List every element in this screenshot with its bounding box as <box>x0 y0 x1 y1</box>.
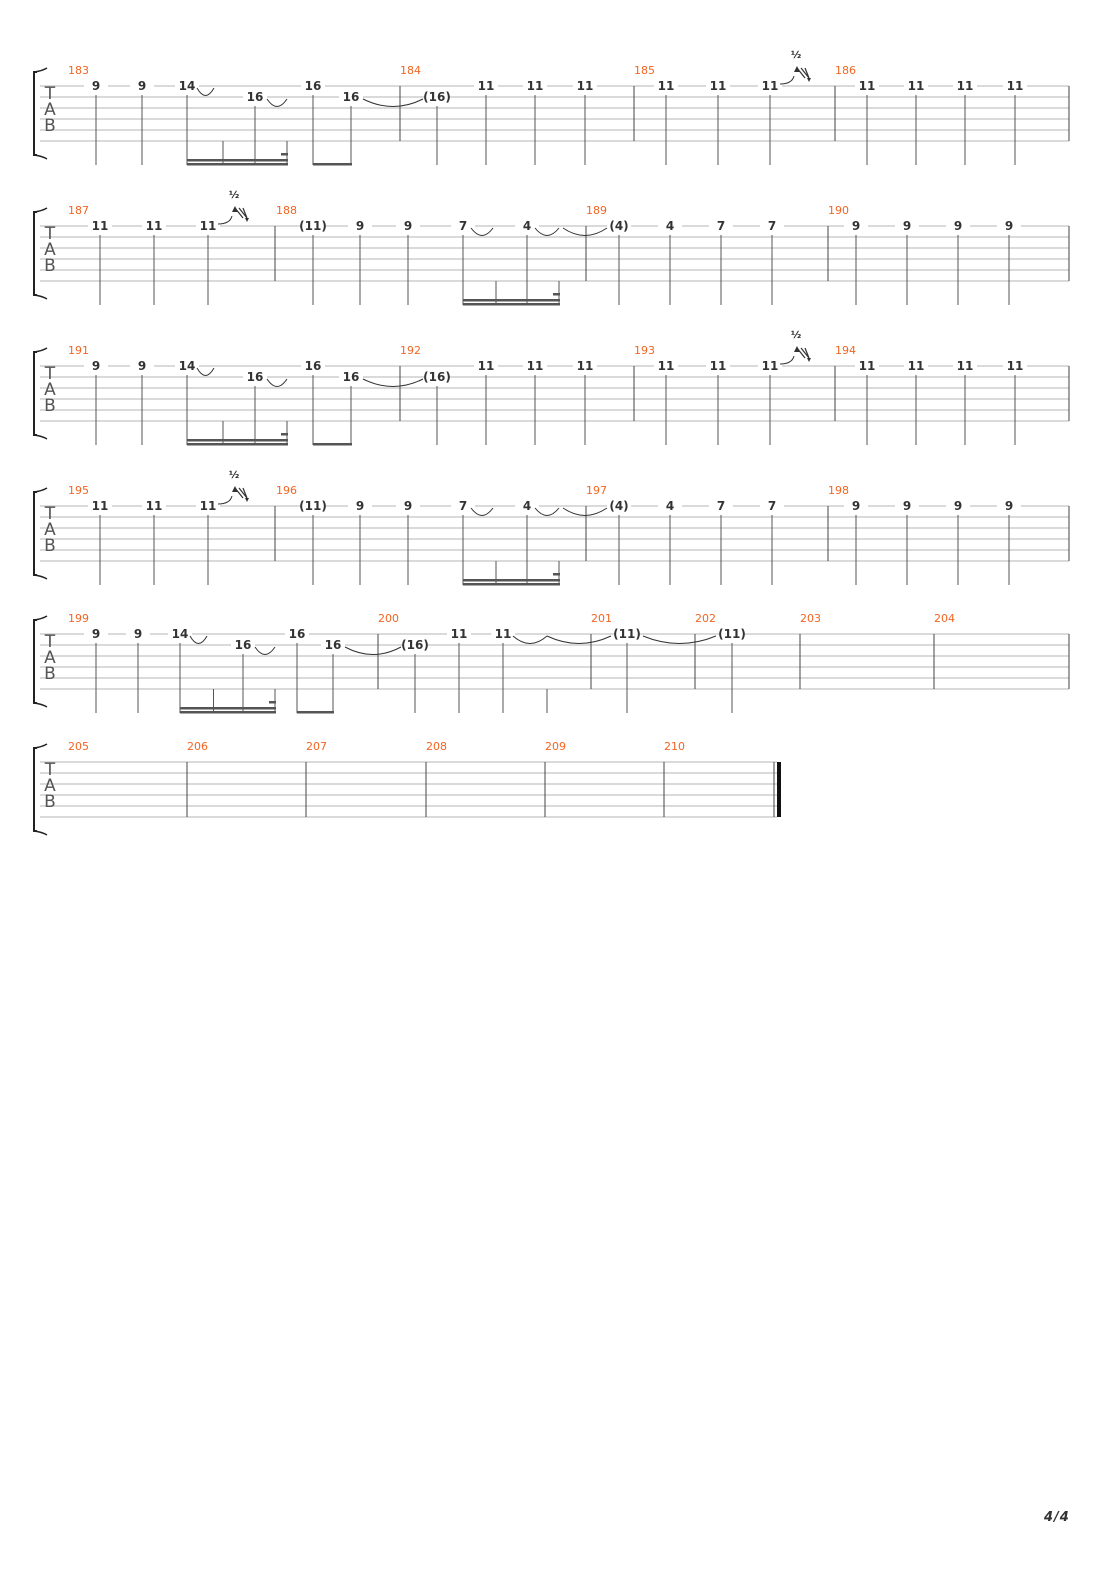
fret-number: 11 <box>657 79 675 93</box>
fret-number: 11 <box>858 359 876 373</box>
fret-number: 11 <box>956 79 974 93</box>
note-beam <box>187 443 288 446</box>
tie-arc <box>197 88 214 96</box>
tab-clef-letter: B <box>44 792 56 812</box>
fret-number: 9 <box>91 359 101 373</box>
fret-number: 16 <box>304 359 322 373</box>
measure-number: 200 <box>378 612 399 625</box>
fret-number: 11 <box>907 359 925 373</box>
fret-number: 9 <box>953 499 963 513</box>
fret-number: 9 <box>902 219 912 233</box>
measure-number: 206 <box>187 740 208 753</box>
fret-number: 11 <box>761 359 779 373</box>
system-bracket <box>34 212 37 295</box>
bend-curve <box>218 216 232 224</box>
bracket-hook <box>34 575 47 579</box>
measure-number: 196 <box>276 484 297 497</box>
system-bracket <box>34 72 37 155</box>
note-beam <box>463 579 560 582</box>
fret-number: 11 <box>477 79 495 93</box>
measure-number: 183 <box>68 64 89 77</box>
note-beam <box>187 159 288 162</box>
tab-clef-letter: T <box>44 84 56 104</box>
tab-system <box>34 470 1069 586</box>
bracket-hook <box>34 348 47 352</box>
tab-system <box>34 330 1069 446</box>
bend-release-icon <box>797 68 809 78</box>
measure-number: 202 <box>695 612 716 625</box>
tie-arc <box>345 647 401 655</box>
measure-number: 204 <box>934 612 955 625</box>
measure-number: 190 <box>828 204 849 217</box>
bracket-hook <box>34 295 47 299</box>
fret-number: 11 <box>709 359 727 373</box>
tie-arc <box>363 99 423 107</box>
bracket-hook <box>34 68 47 72</box>
measure-number: 195 <box>68 484 89 497</box>
tie-arc <box>255 647 275 655</box>
note-beam <box>463 303 560 306</box>
fret-number: 16 <box>234 638 252 652</box>
measure-number: 188 <box>276 204 297 217</box>
fret-number: 7 <box>716 499 726 513</box>
tab-clef-letter: T <box>44 504 56 524</box>
measure-number: 197 <box>586 484 607 497</box>
fret-number: (16) <box>423 370 451 384</box>
fret-number: 4 <box>522 499 532 513</box>
fret-number: 4 <box>522 219 532 233</box>
tie-arc <box>267 99 287 107</box>
tab-system <box>34 740 779 835</box>
fret-number: 11 <box>761 79 779 93</box>
tab-clef-letter: A <box>44 240 56 260</box>
measure-number: 207 <box>306 740 327 753</box>
bracket-hook <box>34 435 47 439</box>
system-bracket <box>34 352 37 435</box>
page-number: 4/4 <box>1044 1510 1070 1525</box>
fret-number: (11) <box>299 499 327 513</box>
tab-clef-letter: A <box>44 380 56 400</box>
measure-number: 187 <box>68 204 89 217</box>
release-arrow-icon <box>245 498 249 502</box>
bracket-hook <box>34 703 47 707</box>
bend-curve <box>218 496 232 504</box>
measure-number: 203 <box>800 612 821 625</box>
tie-arc <box>563 228 607 236</box>
fret-number: 11 <box>91 499 109 513</box>
measure-number: 185 <box>634 64 655 77</box>
fret-number: 7 <box>767 499 777 513</box>
fret-number: (16) <box>423 90 451 104</box>
fret-number: 9 <box>403 499 413 513</box>
fret-number: 9 <box>91 627 101 641</box>
fret-number: 9 <box>953 219 963 233</box>
fret-number: (11) <box>718 627 746 641</box>
bend-curve <box>780 76 794 84</box>
fret-number: 16 <box>304 79 322 93</box>
fret-number: 7 <box>458 219 468 233</box>
fret-number: 11 <box>477 359 495 373</box>
note-beam <box>313 163 352 166</box>
tab-clef-letter: B <box>44 664 56 684</box>
note-beam <box>463 583 560 586</box>
fret-number: 11 <box>145 219 163 233</box>
tie-arc <box>363 379 423 387</box>
measure-number: 205 <box>68 740 89 753</box>
fret-number: 14 <box>171 627 189 641</box>
bend-amount: ½ <box>790 50 802 61</box>
bracket-hook <box>34 155 47 159</box>
fret-number: 9 <box>403 219 413 233</box>
fret-number: 16 <box>324 638 342 652</box>
bend-release-icon <box>235 208 247 218</box>
tie-arc <box>563 508 607 516</box>
bracket-hook <box>34 831 47 835</box>
measure-number: 186 <box>835 64 856 77</box>
bend-amount: ½ <box>228 190 240 201</box>
fret-number: (4) <box>609 219 629 233</box>
fret-number: 9 <box>1004 499 1014 513</box>
bracket-hook <box>34 616 47 620</box>
tab-clef-letter: A <box>44 520 56 540</box>
fret-number: 9 <box>355 499 365 513</box>
tie-arc <box>197 368 214 376</box>
note-beam <box>180 707 276 710</box>
fret-number: 4 <box>665 499 675 513</box>
tie-arc <box>267 379 287 387</box>
bend-amount: ½ <box>790 330 802 341</box>
tie-arc <box>513 636 547 644</box>
fret-number: 11 <box>657 359 675 373</box>
tie-arc <box>190 636 207 644</box>
fret-number: 11 <box>1006 79 1024 93</box>
fret-number: 11 <box>1006 359 1024 373</box>
fret-number: 11 <box>858 79 876 93</box>
fret-number: 9 <box>137 79 147 93</box>
system-bracket <box>34 748 37 831</box>
bracket-hook <box>34 208 47 212</box>
note-beam <box>187 439 288 442</box>
tie-arc <box>547 636 611 644</box>
fret-number: 9 <box>1004 219 1014 233</box>
fret-number: 11 <box>145 499 163 513</box>
fret-number: 11 <box>907 79 925 93</box>
fret-number: 7 <box>767 219 777 233</box>
measure-number: 189 <box>586 204 607 217</box>
fret-number: (16) <box>401 638 429 652</box>
measure-number: 198 <box>828 484 849 497</box>
fret-number: 9 <box>137 359 147 373</box>
bend-release-icon <box>235 488 247 498</box>
fret-number: (11) <box>299 219 327 233</box>
measure-number: 193 <box>634 344 655 357</box>
bracket-hook <box>34 744 47 748</box>
fret-number: 11 <box>576 79 594 93</box>
fret-number: 7 <box>716 219 726 233</box>
fret-number: 11 <box>494 627 512 641</box>
fret-number: 11 <box>450 627 468 641</box>
measure-number: 199 <box>68 612 89 625</box>
note-beam <box>297 711 334 714</box>
fret-number: 9 <box>851 499 861 513</box>
bend-curve <box>780 356 794 364</box>
tab-clef-letter: T <box>44 632 56 652</box>
fret-number: 9 <box>133 627 143 641</box>
fret-number: 9 <box>355 219 365 233</box>
measure-number: 184 <box>400 64 421 77</box>
fret-number: 11 <box>709 79 727 93</box>
tab-clef-letter: B <box>44 536 56 556</box>
measure-number: 192 <box>400 344 421 357</box>
system-bracket <box>34 620 37 703</box>
release-arrow-icon <box>807 358 811 362</box>
fret-number: (11) <box>613 627 641 641</box>
fret-number: (4) <box>609 499 629 513</box>
fret-number: 4 <box>665 219 675 233</box>
measure-number: 208 <box>426 740 447 753</box>
tab-clef-letter: A <box>44 776 56 796</box>
fret-number: 16 <box>342 90 360 104</box>
fret-number: 7 <box>458 499 468 513</box>
fret-number: 11 <box>91 219 109 233</box>
fret-number: 11 <box>199 219 217 233</box>
note-beam <box>463 299 560 302</box>
bend-amount: ½ <box>228 470 240 481</box>
tab-system <box>34 190 1069 306</box>
system-bracket <box>34 492 37 575</box>
tab-clef-letter: B <box>44 256 56 276</box>
tab-clef-letter: B <box>44 116 56 136</box>
fret-number: 11 <box>526 359 544 373</box>
note-beam <box>313 443 352 446</box>
tab-clef-letter: A <box>44 100 56 120</box>
fret-number: 9 <box>91 79 101 93</box>
fret-number: 9 <box>902 499 912 513</box>
measure-number: 209 <box>545 740 566 753</box>
fret-number: 9 <box>851 219 861 233</box>
tab-clef-letter: T <box>44 224 56 244</box>
note-beam <box>180 711 276 714</box>
fret-number: 14 <box>178 79 196 93</box>
measure-number: 191 <box>68 344 89 357</box>
tab-clef-letter: T <box>44 364 56 384</box>
tab-clef-letter: B <box>44 396 56 416</box>
tab-system <box>34 612 1069 714</box>
fret-number: 11 <box>956 359 974 373</box>
tab-clef-letter: T <box>44 760 56 780</box>
tab-clef-letter: A <box>44 648 56 668</box>
fret-number: 16 <box>342 370 360 384</box>
release-arrow-icon <box>245 218 249 222</box>
tie-arc <box>643 636 716 644</box>
measure-number: 201 <box>591 612 612 625</box>
fret-number: 16 <box>246 90 264 104</box>
fret-number: 11 <box>576 359 594 373</box>
fret-number: 11 <box>526 79 544 93</box>
fret-number: 14 <box>178 359 196 373</box>
fret-number: 11 <box>199 499 217 513</box>
bend-release-icon <box>797 348 809 358</box>
fret-number: 16 <box>288 627 306 641</box>
release-arrow-icon <box>807 78 811 82</box>
measure-number: 194 <box>835 344 856 357</box>
fret-number: 16 <box>246 370 264 384</box>
tab-system <box>34 50 1069 166</box>
note-beam <box>187 163 288 166</box>
measure-number: 210 <box>664 740 685 753</box>
bracket-hook <box>34 488 47 492</box>
